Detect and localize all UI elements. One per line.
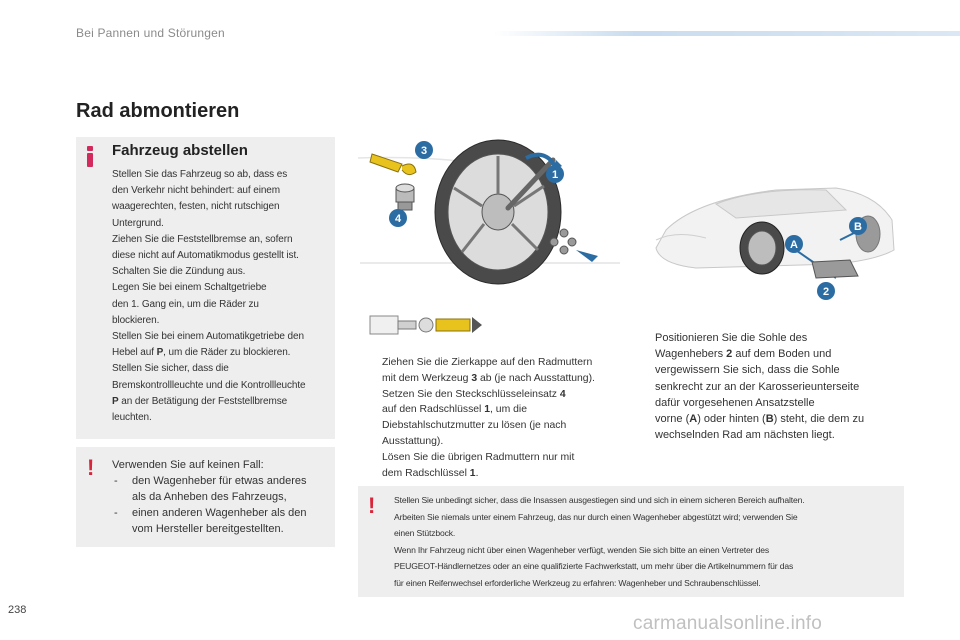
- info-box-text: Stellen Sie das Fahrzeug so ab, dass es den Verkehr nicht behindert: auf einem waagerechten, festen, nicht rutschigen Untergrund. Ziehen Sie die Feststellbremse an, sofern diese nicht auf Automatikmodus gestellt ist. Schalten Sie die Zündung aus. Legen Sie bei einem Schaltgetriebe den 1. Gang ein, um die Räder zu blockieren. Stellen Sie bei einem Automatikgetriebe den Hebel auf P, um die Räder zu blockieren. Stellen Sie sicher, dass die Bremskontrollleuchte und die Kontrollleuchte P an der Betätigung der Feststellbremse leuchten.: [112, 169, 306, 424]
- callout-2: 2: [822, 286, 830, 298]
- page-title: Rad abmontieren: [76, 100, 240, 122]
- steps-right: [636, 330, 902, 443]
- header-bar: [494, 31, 960, 36]
- callout-B: B: [854, 221, 862, 233]
- page-number: 238: [8, 604, 27, 616]
- info-box-title: Fahrzeug abstellen: [112, 142, 248, 159]
- warning-box-2-text: Stellen Sie unbedingt sicher, dass die Insassen ausgestiegen sind und sich in einem sicheren Bereich aufhalten. Arbeiten Sie niemals unter einem Fahrzeug, das nur durch einen Wagenheber abgestützt wird; verwenden Sie einen Stützbock. Wenn Ihr Fahrzeug nicht über einen Wagenheber verfügt, wenden Sie sich bitte an einen Vertreter des PEUGEOT-Händlernetzes oder an eine qualifizierte Fachwerkstatt, um mehr über die Artikelnummern für das für einen Reifenwechsel erforderliche Werkzeug zu erfahren: Wagenheber und Schraubenschlüssel.: [394, 495, 805, 588]
- steps-left: [363, 355, 625, 481]
- tool-strip-illustration: [368, 310, 490, 340]
- callout-A: A: [790, 239, 798, 251]
- callout-3: 3: [420, 145, 428, 157]
- watermark: carmanualsonline.info: [633, 613, 823, 634]
- exclamation-icon: !: [87, 455, 95, 480]
- info-icon: [86, 146, 95, 168]
- step-4: Positionieren Sie die Sohle des Wagenhebers 2 auf dem Boden und vergewissern Sie sich, dass die Sohle senkrecht zur an der Karosserieunterseite dafür vorgesehenen Ansatzstelle vorne (A) oder hinten (B) steht, die dem zu wechselnden Rad am nächsten liegt.: [655, 332, 865, 442]
- car-jack-illustration: [636, 160, 902, 310]
- callout-1: 1: [551, 169, 559, 181]
- step-3: Lösen Sie die übrigen Radmuttern nur mit dem Radschlüssel 1.: [382, 451, 575, 479]
- step-2: Setzen Sie den Steckschlüsseleinsatz 4 auf den Radschlüssel 1, um die Diebstahlschutzmutter zu lösen (je nach Ausstattung).: [382, 388, 567, 447]
- section-header: Bei Pannen und Störungen: [76, 26, 225, 40]
- callout-4: 4: [394, 213, 402, 225]
- warning-box-1-text: Verwenden Sie auf keinen Fall: - den Wagenheber für etwas anderes als da Anheben des Fahrzeugs, - einen anderen Wagenheber als den vom Hersteller bereitgestellten.: [112, 459, 307, 535]
- step-1: Ziehen Sie die Zierkappe auf den Radmuttern mit dem Werkzeug 3 ab (je nach Ausstattung).: [382, 357, 595, 384]
- exclamation-icon: !: [368, 493, 376, 518]
- wheel-removal-illustration: [358, 138, 620, 288]
